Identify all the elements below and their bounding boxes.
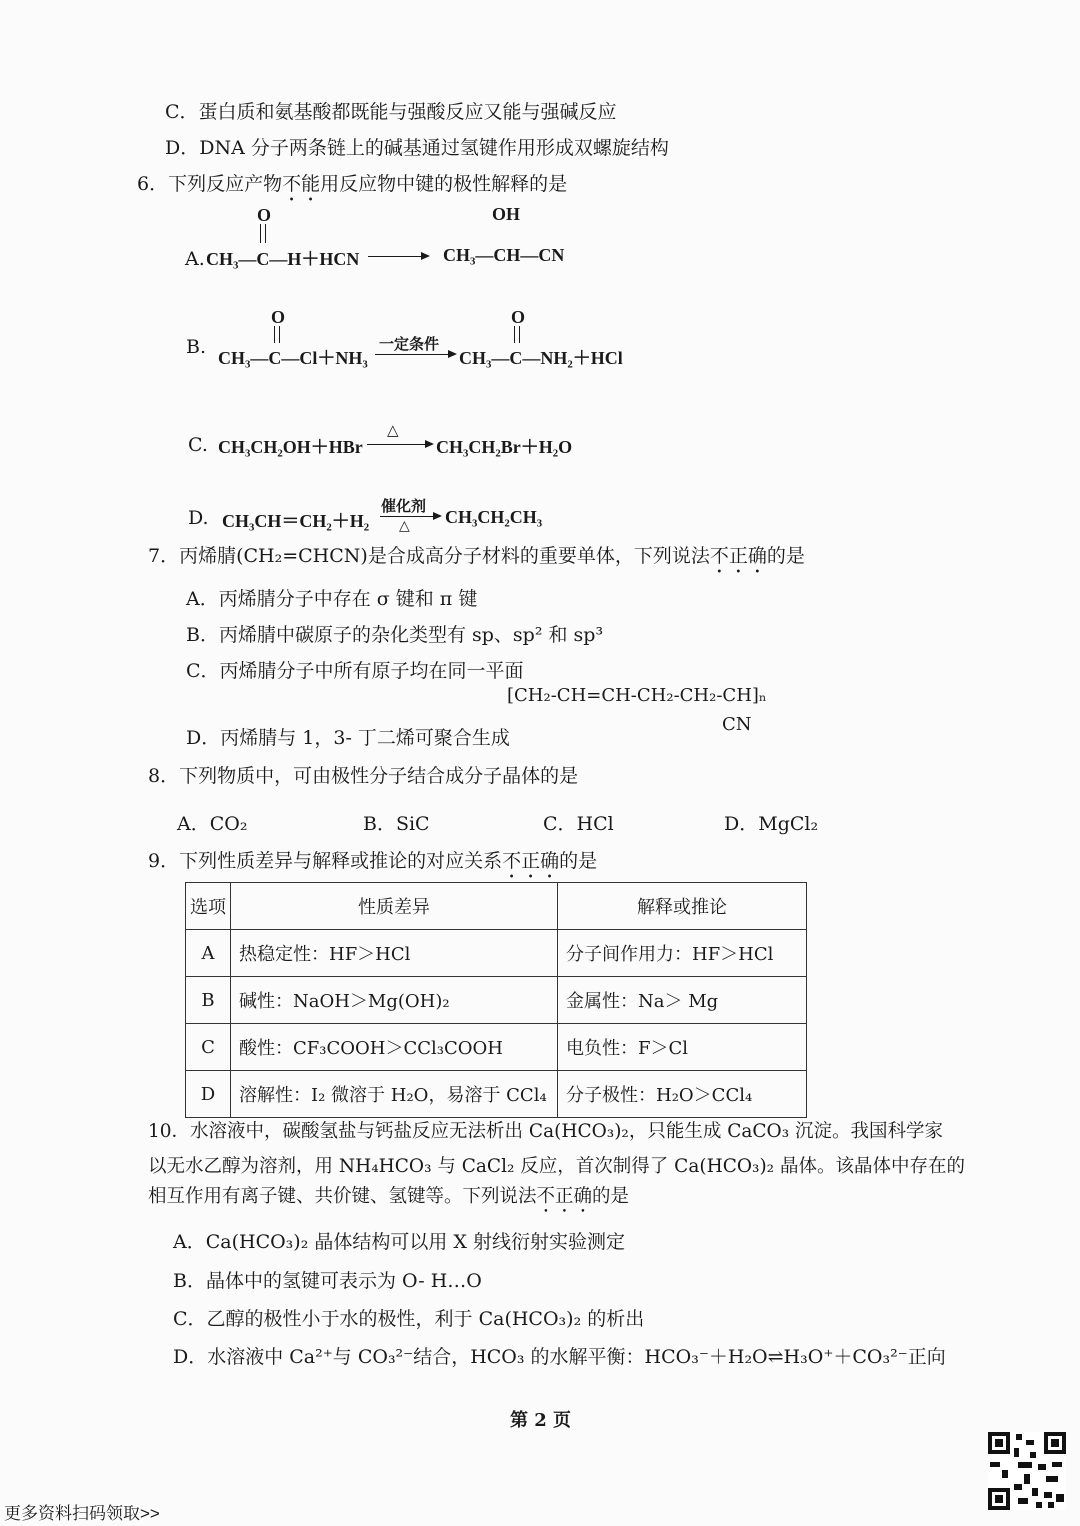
page-number: 第 2 页 [510, 1410, 572, 1431]
q6-b-reactants: CH₃—C—Cl＋NH₃ [218, 348, 368, 368]
q6-b-product-o: O [511, 307, 526, 327]
table-cell: 碱性：NaOH＞Mg(OH)₂ [231, 977, 558, 1024]
qr-code-icon[interactable] [988, 1432, 1066, 1510]
table-header-row [186, 883, 807, 930]
q6-d-heat: △ [399, 519, 410, 534]
q8-option-a: A．CO₂ [177, 813, 248, 835]
q9-stem: 9．下列性质差异与解释或推论的对应关系不正确的是 [148, 850, 598, 872]
table-cell: 酸性：CF₃COOH＞CCl₃COOH [231, 1024, 558, 1071]
q6-a-oh: OH [492, 204, 521, 224]
q6-c-product: CH₃CH₂Br＋H₂O [436, 437, 573, 457]
q6-a-reactants: CH₃—C—H＋HCN [206, 249, 360, 269]
q6-b-carbonyl-o: O [271, 307, 286, 327]
table-row [186, 930, 807, 977]
q8-stem: 8．下列物质中，可由极性分子结合成分子晶体的是 [148, 765, 579, 787]
q8-option-b: B．SiC [363, 813, 430, 835]
q7-option-b: B．丙烯腈中碳原子的杂化类型有 sp、sp² 和 sp³ [186, 624, 604, 646]
q8-option-d: D．MgCl₂ [724, 813, 819, 835]
table-cell: A [186, 930, 231, 977]
q10-stem-line1: 10．水溶液中，碳酸氢盐与钙盐反应无法析出 Ca(HCO₃)₂，只能生成 CaCO₃ 沉淀。我国科学家 [148, 1121, 944, 1142]
q8-option-c: C．HCl [543, 813, 614, 835]
table-cell: B [186, 977, 231, 1024]
q10-option-a: A．Ca(HCO₃)₂ 晶体结构可以用 X 射线衍射实验测定 [173, 1231, 625, 1253]
q6-b-product-double-bond [514, 326, 520, 343]
q7-option-d: D．丙烯腈与 1，3- 丁二烯可聚合生成 [186, 727, 510, 749]
q6-b-double-bond [274, 326, 280, 343]
q6-b-label: B. [186, 336, 207, 358]
q10-option-d: D．水溶液中 Ca²⁺与 CO₃²⁻结合，HCO₃ 的水解平衡：HCO₃⁻＋H₂O⇌H₃O⁺＋CO₃²⁻正向 [173, 1346, 946, 1368]
q7-option-c: C．丙烯腈分子中所有原子均在同一平面 [186, 660, 524, 682]
q6-a-carbonyl-o: O [257, 205, 272, 225]
q10-option-b: B．晶体中的氢键可表示为 O- H…O [173, 1270, 482, 1292]
table-row [186, 1071, 807, 1118]
table-cell: 溶解性：I₂ 微溶于 H₂O，易溶于 CCl₄ [231, 1071, 558, 1118]
q7-option-a: A．丙烯腈分子中存在 σ 键和 π 键 [186, 588, 478, 610]
q6-c-reactants: CH₃CH₂OH＋HBr [218, 437, 363, 457]
q6-d-label: D. [188, 507, 209, 529]
table-cell: D [186, 1071, 231, 1118]
q9-table [185, 882, 807, 1118]
q10-option-c: C．乙醇的极性小于水的极性，利于 Ca(HCO₃)₂ 的析出 [173, 1308, 645, 1330]
q10-stem-line2: 以无水乙醇为溶剂，用 NH₄HCO₃ 与 CaCl₂ 反应，首次制得了 Ca(HCO₃)₂ 晶体。该晶体中存在的 [148, 1156, 965, 1177]
table-cell: 分子极性：H₂O＞CCl₄ [558, 1071, 807, 1118]
table-cell: 热稳定性：HF＞HCl [231, 930, 558, 977]
q6-d-product: CH₃CH₂CH₃ [445, 507, 543, 527]
q6-b-product: CH₃—C—NH₂＋HCl [459, 348, 623, 368]
q10-stem-line3: 相互作用有离子键、共价键、氢键等。下列说法不正确的是 [148, 1186, 630, 1207]
q6-c-label: C. [188, 434, 208, 456]
q6-d-catalyst: 催化剂 [381, 499, 427, 515]
q6-b-arrow [375, 354, 455, 355]
q6-a-label: A. [185, 248, 205, 270]
q6-a-arrow [368, 256, 428, 257]
q6-stem: 6．下列反应产物不能用反应物中键的极性解释的是 [137, 173, 568, 195]
q7-polymer-cn: CN [722, 714, 752, 735]
more-resources-link[interactable]: 更多资料扫码领取>> [4, 1504, 160, 1523]
q7-stem: 7．丙烯腈(CH₂=CHCN)是合成高分子材料的重要单体，下列说法不正确的是 [148, 545, 805, 567]
q6-a-double-bond [260, 224, 266, 243]
table-row [186, 1024, 807, 1071]
q5-option-c: C．蛋白质和氨基酸都既能与强酸反应又能与强碱反应 [165, 101, 617, 123]
q7-polymer-formula: [CH₂-CH=CH-CH₂-CH₂-CH]ₙ [507, 685, 767, 706]
table-cell: 电负性：F＞Cl [558, 1024, 807, 1071]
q6-c-condition: △ [387, 423, 399, 439]
table-row [186, 977, 807, 1024]
table-header: 选项 [186, 883, 231, 930]
q6-a-product: CH₃—CH—CN [443, 245, 565, 265]
table-header: 解释或推论 [558, 883, 807, 930]
table-header: 性质差异 [231, 883, 558, 930]
table-cell: C [186, 1024, 231, 1071]
table-cell: 分子间作用力：HF＞HCl [558, 930, 807, 977]
q6-d-arrow [380, 516, 440, 517]
q5-option-d: D．DNA 分子两条链上的碱基通过氢键作用形成双螺旋结构 [165, 137, 669, 159]
table-cell: 金属性：Na＞ Mg [558, 977, 807, 1024]
q6-c-arrow [367, 444, 432, 445]
q6-d-reactants: CH₃CH＝CH₂＋H₂ [222, 511, 370, 531]
q6-b-condition: 一定条件 [379, 337, 440, 353]
